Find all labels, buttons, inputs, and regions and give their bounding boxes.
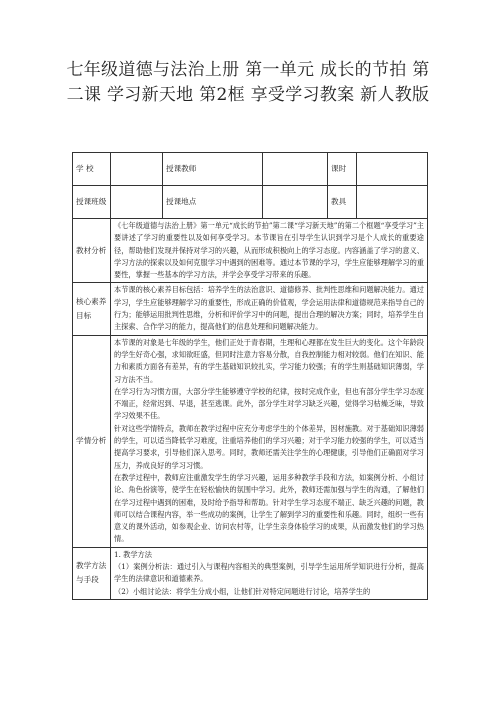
school-value — [111, 153, 163, 186]
page-title: 七年级道德与法治上册 第一单元 成长的节拍 第二课 学习新天地 第2框 享受学习教案 新人教版 — [66, 60, 430, 105]
paragraph: （1）案例分析法：通过引入与课程内容相关的典型案例，引导学生运用所学知识进行分析，提高学生的法律意识和道德素养。 — [114, 562, 424, 584]
paragraph: （2）小组讨论法：将学生分成小组，让他们针对特定问题进行讨论，培养学生的 — [114, 586, 371, 596]
period-label: 课时 — [328, 153, 357, 186]
paragraph: 1. 教学方法 — [114, 549, 152, 559]
teacher-value — [263, 153, 328, 186]
paragraph: 针对这些学情特点，教师在教学过程中应充分考虑学生的个体差异，因材施教。对于基础知识薄弱的学生，可以适当降低学习难度，注重培养他们的学习兴趣；对于学习能力较强的学生，可以适当提高学习要求，引导他们深入思考。同时，教师还需关注学生的心理健康，引导他们正确面对学习压力，养成良好的学习习惯。 — [114, 423, 424, 470]
class-label: 授课班级 — [73, 186, 111, 219]
section-label: 学情分析 — [73, 335, 111, 547]
lesson-plan-table — [72, 152, 428, 600]
paragraph: 在教学过程中，教师应注重激发学生的学习兴趣，运用多种教学手段和方法，如案例分析、小组讨论、角色扮演等，使学生在轻松愉快的氛围中学习。此外，教师还需加强与学生的沟通，了解他们在学习过程中遇到的困难，及时给予指导和帮助。针对学生学习态度不端正、缺乏兴趣的问题，教师可以结合课程内容，举一些成功的案例，让学生了解到学习的重要性和乐趣。同时，组织一些有意义的课外活动，如参观企业、访问农村等，让学生亲身体验学习的成果，从而激发他们的学习热情。 — [114, 472, 424, 544]
section-content — [111, 335, 428, 547]
section-content — [111, 283, 428, 335]
class-value — [111, 186, 163, 219]
period-value — [357, 153, 428, 186]
aids-value — [357, 186, 428, 219]
header-row-2 — [73, 186, 428, 219]
aids-label: 教具 — [328, 186, 357, 219]
header-row-1 — [73, 153, 428, 186]
location-label: 授课地点 — [163, 186, 263, 219]
teacher-label: 授课教师 — [163, 153, 263, 186]
paragraph: 本节课的核心素养目标包括：培养学生的法治意识、道德修养、批判性思维和问题解决能力。通过学习，学生应能够理解学习的重要性，形成正确的价值观，学会运用法律和道德规范来指导自己的行为；能够运用批判性思维，分析和评价学习中的问题，提出合理的解决方案；同时，培养学生自主探索、合作学习的能力，提高他们的信息处理和问题解决能力。 — [114, 285, 424, 332]
paragraph: 《七年级道德与法治上册》第一单元“成长的节拍”第二课“学习新天地”的第二个框题“享受学习”主要讲述了学习的重要性以及如何享受学习。本节课旨在引导学生认识到学习是个人成长的重要途径，帮助他们发现并保持对学习的兴趣，从而形成积极向上的学习态度。内容涵盖了学习的意义、学习方法的探索以及如何克服学习中遇到的困难等。通过本节课的学习，学生应能够理解学习的重要性，掌握一些基本的学习方法，并学会享受学习带来的乐趣。 — [114, 221, 424, 280]
location-value — [263, 186, 328, 219]
paragraph: 在学习行为习惯方面，大部分学生能够遵守学校的纪律，按时完成作业，但也有部分学生学习态度不端正，经常迟到、早退，甚至逃课。此外，部分学生对学习缺乏兴趣，觉得学习枯燥乏味，导致学习效果不佳。 — [114, 386, 424, 421]
section-teaching-methods — [73, 547, 428, 599]
section-textbook-analysis — [73, 219, 428, 283]
section-learner-analysis — [73, 335, 428, 547]
paragraph: 本节课的对象是七年级的学生，他们正处于青春期，生理和心理都在发生巨大的变化。这个年龄段的学生好奇心强，求知欲旺盛，但同时注意力容易分散，自我控制能力相对较弱。他们在知识、能力和素质方面各有差异，有的学生基础知识较扎实，学习能力较强；有的学生则基础知识薄弱，学习方法不当。 — [114, 337, 424, 384]
section-label: 核心素养目标 — [73, 283, 111, 335]
section-content — [111, 547, 428, 599]
section-label: 教材分析 — [73, 219, 111, 283]
section-label: 教学方法与手段 — [73, 547, 111, 599]
school-label: 学 校 — [73, 153, 111, 186]
section-core-literacy — [73, 283, 428, 335]
section-content — [111, 219, 428, 283]
